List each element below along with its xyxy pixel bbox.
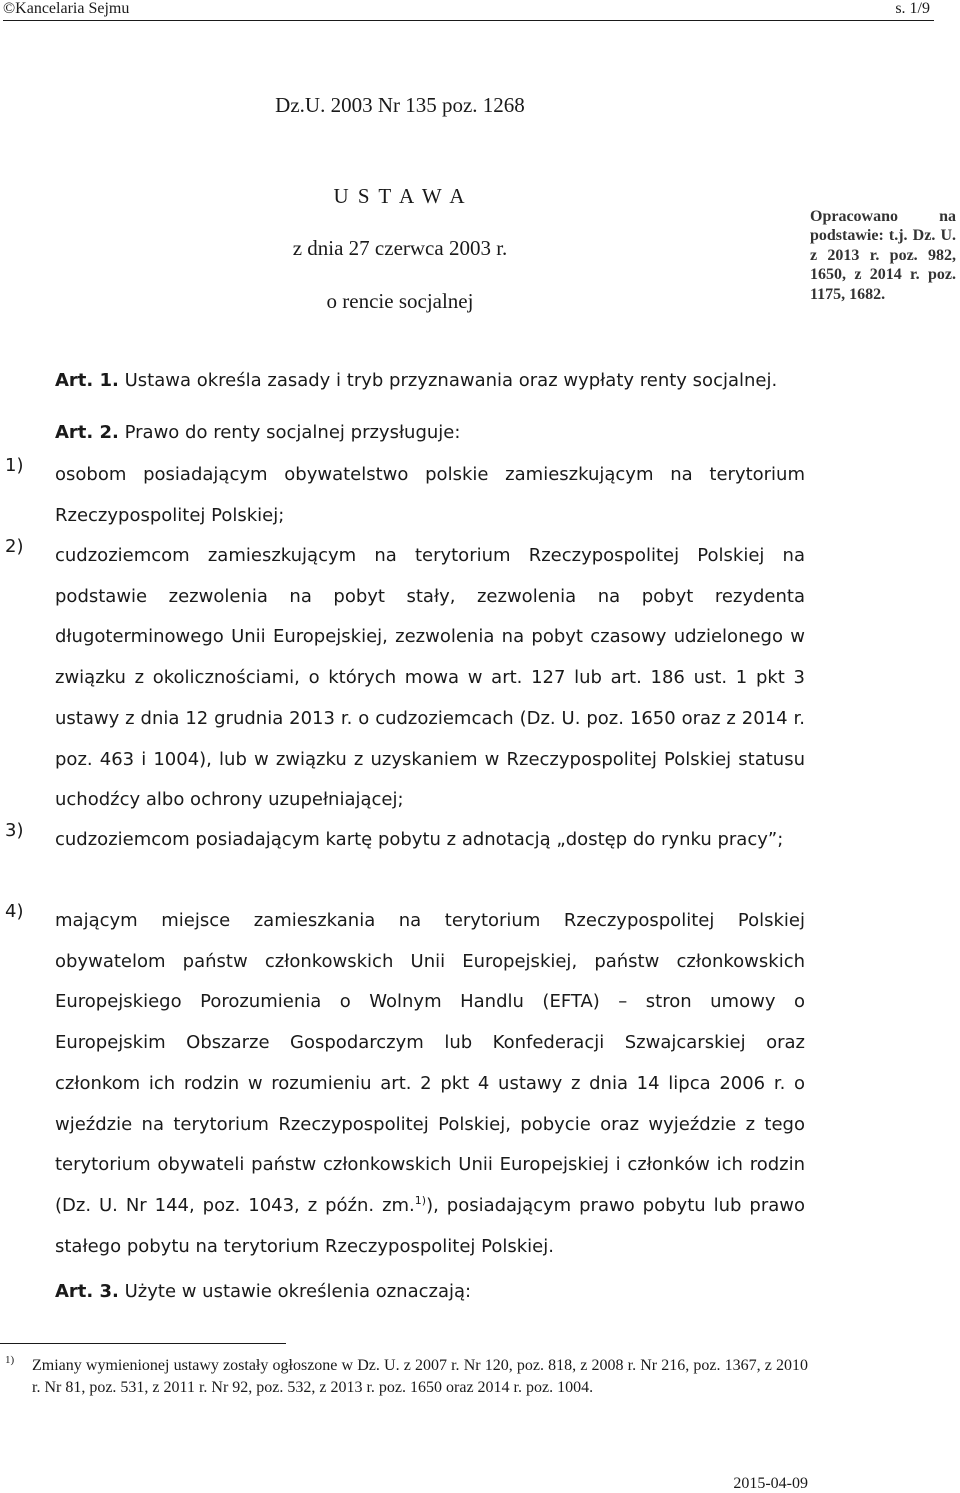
list-item-text	[55, 901, 805, 1267]
consolidation-note: Opracowano na podstawie: t.j. Dz. U. z 2013 r. poz. 982, 1650, z 2014 r. poz. 1175, 1682.	[810, 208, 956, 303]
list-item-text-part: mającym miejsce zamieszkania na terytorium Rzeczypospolitej Polskiej obywatelom państw członkowskich Unii Europejskiej, państw członkowskich Europejskiego Porozumienia o Wolnym Handlu (EFTA) – stron umowy o Europejskim Obszarze Gospodarczym lub Konfederacji Szwajcarskiej oraz członkom ich rodzin w rozumieniu art. 2 pkt 4 ustawy z dnia 14 lipca 2006 r. o wjeździe na terytorium Rzeczypospolitej Polskiej, pobycie oraz wyjeździe z tego terytorium obywateli państw członkowskich Unii Europejskiej i członków ich rodzin (Dz. U. Nr 144, poz. 1043, z późn. zm.	[55, 910, 805, 1216]
footnote-reference[interactable]: 1)	[414, 1193, 427, 1207]
footnote-rule	[0, 1343, 286, 1344]
list-item-number: 2)	[5, 536, 24, 557]
list-item-text: cudzoziemcom zamieszkującym na terytorium Rzeczypospolitej Polskiej na podstawie zezwolenia na pobyt stały, zezwolenia na pobyt rezydenta długoterminowego Unii Europejskiej, zezwolenia na pobyt czasowy udzielonego w związku z okolicznościami, o których mowa w art. 127 lub art. 186 ust. 1 pkt 3 ustawy z dnia 12 grudnia 2013 r. o cudzoziemcach (Dz. U. poz. 1650 oraz z 2014 r. poz. 463 i 1004), lub w związku z uzyskaniem w Rzeczypospolitej Polskiej statusu uchodźcy albo ochrony uzupełniającej;	[55, 545, 805, 811]
list-item-text: osobom posiadającym obywatelstwo polskie zamieszkującym na terytorium Rzeczypospolitej Polskiej;	[55, 464, 805, 526]
document-type: U S T A W A	[333, 184, 467, 208]
article-1-text: Ustawa określa zasady i tryb przyznawania oraz wypłaty renty socjalnej.	[118, 370, 778, 391]
header-rule	[3, 20, 934, 21]
article-1-label: Art. 1.	[55, 370, 119, 391]
footnote-text: Zmiany wymienionej ustawy zostały ogłoszone w Dz. U. z 2007 r. Nr 120, poz. 818, z 2008 r. Nr 216, poz. 1367, z 2010 r. Nr 81, poz. 531, z 2011 r. Nr 92, poz. 532, z 2013 r. poz. 1650 oraz 2014 r. poz. 1004.	[32, 1357, 808, 1396]
header-publisher: ©Kancelaria Sejmu	[3, 0, 130, 17]
list-item-number: 3)	[5, 820, 24, 841]
footer-date: 2015-04-09	[733, 1475, 808, 1492]
page-header	[0, 0, 960, 22]
article-2	[55, 422, 460, 443]
list-item-number: 1)	[5, 455, 24, 476]
article-3-label: Art. 3.	[55, 1281, 119, 1302]
list-item-number: 4)	[5, 901, 24, 922]
article-2-label: Art. 2.	[55, 422, 119, 443]
document-date: z dnia 27 czerwca 2003 r.	[292, 236, 508, 260]
header-page-number: s. 1/9	[895, 0, 930, 17]
list-item-text: cudzoziemcom posiadającym kartę pobytu z adnotacją „dostęp do rynku pracy”;	[55, 829, 784, 850]
article-2-text: Prawo do renty socjalnej przysługuje:	[118, 422, 461, 443]
article-3	[55, 1281, 471, 1302]
article-3-text: Użyte w ustawie określenia oznaczają:	[118, 1281, 472, 1302]
document-title: o rencie socjalnej	[326, 289, 474, 313]
article-1	[55, 370, 777, 391]
footnote-mark: 1)	[5, 1354, 15, 1366]
journal-reference: Dz.U. 2003 Nr 135 poz. 1268	[275, 93, 525, 117]
list-item-text-part: ), posiadającym prawo pobytu lub prawo stałego pobytu na terytorium Rzeczypospolitej Polskiej.	[55, 1194, 805, 1257]
